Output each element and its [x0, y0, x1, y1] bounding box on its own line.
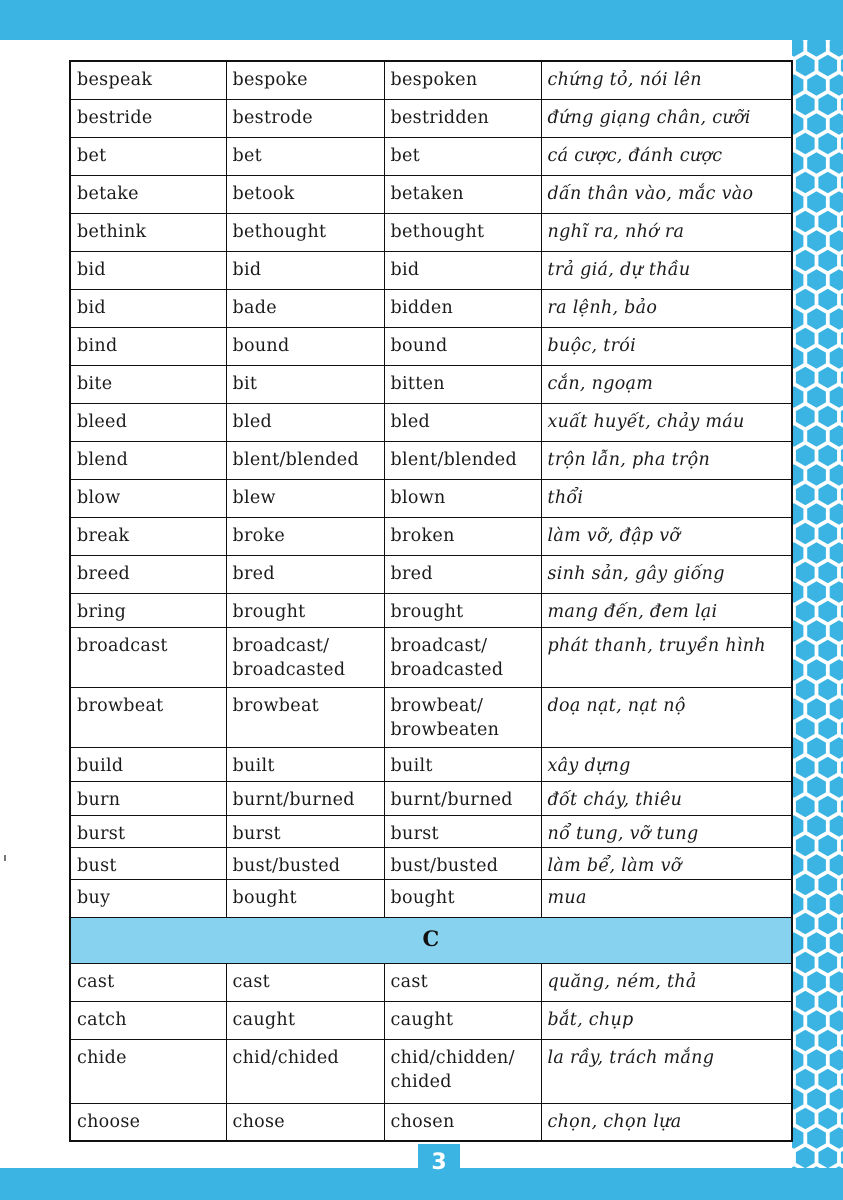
hexagon-shape — [796, 367, 815, 389]
margin-mark — [4, 855, 6, 861]
past-participle-cell: burnt/burned — [384, 781, 541, 815]
meaning-cell: nổ tung, vỡ tung — [541, 815, 792, 847]
past-simple-cell: broadcast/ broadcasted — [226, 627, 384, 687]
base-form-cell: build — [70, 747, 226, 781]
hexagon-shape — [796, 211, 815, 233]
hexagon-shape — [818, 718, 837, 740]
hexagon-shape — [818, 679, 837, 701]
hexagon-shape — [818, 1030, 837, 1052]
hexagon-shape — [796, 718, 815, 740]
past-simple-cell: brought — [226, 593, 384, 627]
verb-row — [70, 781, 792, 815]
hexagon-shape — [818, 952, 837, 974]
meaning-cell: chọn, chọn lựa — [541, 1103, 792, 1141]
meaning-cell: quăng, ném, thả — [541, 963, 792, 1001]
hexagon-shape — [796, 1069, 815, 1091]
hexagon-shape — [830, 269, 843, 291]
hexagon-shape — [796, 1108, 815, 1130]
section-header-row — [70, 917, 792, 963]
hexagon-shape — [792, 152, 803, 174]
meaning-cell: buộc, trói — [541, 327, 792, 365]
past-participle-cell: blent/blended — [384, 441, 541, 479]
hexagon-shape — [792, 893, 803, 915]
hexagon-shape — [792, 113, 803, 135]
hexagon-shape — [818, 406, 837, 428]
hexagon-shape — [807, 152, 826, 174]
past-participle-cell: bethought — [384, 213, 541, 251]
hexagon-shape — [830, 425, 843, 447]
hexagon-shape — [818, 1147, 837, 1168]
past-simple-cell: bled — [226, 403, 384, 441]
hexagon-shape — [796, 289, 815, 311]
past-simple-cell: burst — [226, 815, 384, 847]
hexagon-shape — [818, 55, 837, 77]
hexagon-shape — [792, 347, 803, 369]
hexagon-shape — [796, 250, 815, 272]
hexagon-shape — [818, 874, 837, 896]
hexagon-shape — [792, 1088, 803, 1110]
hexagon-shape — [830, 620, 843, 642]
past-participle-cell: blown — [384, 479, 541, 517]
hexagon-shape — [796, 640, 815, 662]
past-simple-cell: built — [226, 747, 384, 781]
base-form-cell: bet — [70, 137, 226, 175]
base-form-cell: cast — [70, 963, 226, 1001]
hexagon-shape — [818, 835, 837, 857]
hexagon-shape — [818, 133, 837, 155]
hexagon-shape — [792, 581, 803, 603]
verb-row — [70, 555, 792, 593]
hexagon-shape — [830, 1049, 843, 1071]
verb-row — [70, 815, 792, 847]
past-participle-cell: betaken — [384, 175, 541, 213]
hexagon-shape — [807, 776, 826, 798]
base-form-cell: browbeat — [70, 687, 226, 747]
hexagon-shape — [792, 542, 803, 564]
base-form-cell: bring — [70, 593, 226, 627]
hexagon-shape — [830, 191, 843, 213]
hexagon-shape — [807, 269, 826, 291]
meaning-cell: bắt, chụp — [541, 1001, 792, 1039]
hexagon-shape — [830, 464, 843, 486]
hexagon-shape — [830, 542, 843, 564]
hexagon-shape — [830, 932, 843, 954]
meaning-cell: dấn thân vào, mắc vào — [541, 175, 792, 213]
base-form-cell: bethink — [70, 213, 226, 251]
hexagon-shape — [818, 289, 837, 311]
verb-row — [70, 627, 792, 687]
verb-row — [70, 175, 792, 213]
hexagon-shape — [807, 1010, 826, 1032]
hexagon-shape — [807, 659, 826, 681]
past-participle-cell: bound — [384, 327, 541, 365]
hexagon-shape — [796, 523, 815, 545]
verb-row — [70, 963, 792, 1001]
verb-row — [70, 365, 792, 403]
hexagon-shape — [830, 893, 843, 915]
verb-row — [70, 879, 792, 917]
hexagon-shape — [818, 211, 837, 233]
hexagon-shape — [807, 230, 826, 252]
base-form-cell: broadcast — [70, 627, 226, 687]
meaning-cell: đốt cháy, thiêu — [541, 781, 792, 815]
hexagon-shape — [807, 971, 826, 993]
hexagon-shape — [818, 367, 837, 389]
hexagon-shape — [807, 581, 826, 603]
verb-row — [70, 1001, 792, 1039]
hexagon-shape — [830, 347, 843, 369]
meaning-cell: phát thanh, truyền hình — [541, 627, 792, 687]
past-simple-cell: blew — [226, 479, 384, 517]
meaning-cell: trộn lẫn, pha trộn — [541, 441, 792, 479]
past-participle-cell: bled — [384, 403, 541, 441]
hexagon-shape — [796, 133, 815, 155]
meaning-cell: đứng giạng chân, cưỡi — [541, 99, 792, 137]
verb-row — [70, 403, 792, 441]
hexagon-shape — [830, 1010, 843, 1032]
base-form-cell: bestride — [70, 99, 226, 137]
past-participle-cell: bespoken — [384, 61, 541, 99]
hexagon-pattern-icon — [792, 40, 843, 1168]
past-simple-cell: broke — [226, 517, 384, 555]
meaning-cell: sinh sản, gây giống — [541, 555, 792, 593]
past-participle-cell: bitten — [384, 365, 541, 403]
hexagon-shape — [792, 698, 803, 720]
hexagon-shape — [818, 328, 837, 350]
base-form-cell: chide — [70, 1039, 226, 1103]
past-participle-cell: bet — [384, 137, 541, 175]
verb-row — [70, 593, 792, 627]
meaning-cell: cắn, ngoạm — [541, 365, 792, 403]
hexagon-shape — [807, 893, 826, 915]
hexagon-shape — [796, 1030, 815, 1052]
past-simple-cell: bit — [226, 365, 384, 403]
past-simple-cell: burnt/burned — [226, 781, 384, 815]
hexagon-shape — [818, 640, 837, 662]
hexagon-shape — [830, 776, 843, 798]
hexagon-shape — [792, 269, 803, 291]
hexagon-shape — [807, 815, 826, 837]
past-participle-cell: bust/busted — [384, 847, 541, 879]
hexagon-shape — [796, 757, 815, 779]
verb-row — [70, 137, 792, 175]
verb-row — [70, 479, 792, 517]
base-form-cell: blend — [70, 441, 226, 479]
hexagon-shape — [807, 932, 826, 954]
past-simple-cell: chid/chided — [226, 1039, 384, 1103]
hexagon-shape — [830, 1127, 843, 1149]
past-simple-cell: bound — [226, 327, 384, 365]
hexagon-shape — [792, 815, 803, 837]
verb-row — [70, 61, 792, 99]
verb-row — [70, 99, 792, 137]
hexagon-shape — [792, 191, 803, 213]
verb-row — [70, 687, 792, 747]
hexagon-shape — [796, 835, 815, 857]
hexagon-shape — [792, 74, 803, 96]
past-participle-cell: cast — [384, 963, 541, 1001]
hexagon-shape — [796, 913, 815, 935]
hexagon-shape — [830, 737, 843, 759]
hexagon-shape — [830, 581, 843, 603]
past-participle-cell: bid — [384, 251, 541, 289]
past-simple-cell: chose — [226, 1103, 384, 1141]
top-color-band — [0, 0, 843, 40]
hexagon-shape — [807, 191, 826, 213]
verb-row — [70, 1039, 792, 1103]
verb-row — [70, 289, 792, 327]
base-form-cell: break — [70, 517, 226, 555]
past-simple-cell: bought — [226, 879, 384, 917]
meaning-cell: la rầy, trách mắng — [541, 1039, 792, 1103]
meaning-cell: trả giá, dự thầu — [541, 251, 792, 289]
hexagon-shape — [830, 503, 843, 525]
hexagon-shape — [792, 386, 803, 408]
hexagon-shape — [796, 562, 815, 584]
past-participle-cell: burst — [384, 815, 541, 847]
hexagon-shape — [792, 425, 803, 447]
hexagon-shape — [796, 484, 815, 506]
hexagon-shape — [818, 601, 837, 623]
verb-row — [70, 327, 792, 365]
hexagon-shape — [830, 40, 843, 57]
past-simple-cell: bespoke — [226, 61, 384, 99]
hexagon-shape — [807, 40, 826, 57]
hexagon-shape — [796, 172, 815, 194]
hexagon-shape — [807, 386, 826, 408]
past-participle-cell: broadcast/ broadcasted — [384, 627, 541, 687]
hexagon-shape — [796, 679, 815, 701]
hexagon-shape — [807, 737, 826, 759]
hexagon-shape — [792, 230, 803, 252]
past-participle-cell: bestridden — [384, 99, 541, 137]
hexagon-shape — [818, 523, 837, 545]
hexagon-shape — [807, 308, 826, 330]
hexagon-shape — [796, 796, 815, 818]
section-letter: C — [70, 917, 792, 963]
past-simple-cell: caught — [226, 1001, 384, 1039]
verb-row — [70, 251, 792, 289]
hexagon-shape — [796, 952, 815, 974]
hexagon-shape — [830, 308, 843, 330]
hexagon-shape — [830, 230, 843, 252]
hexagon-shape — [807, 464, 826, 486]
base-form-cell: betake — [70, 175, 226, 213]
hexagon-shape — [830, 698, 843, 720]
verb-row — [70, 847, 792, 879]
base-form-cell: catch — [70, 1001, 226, 1039]
hexagon-shape — [818, 484, 837, 506]
hexagon-shape — [807, 425, 826, 447]
meaning-cell: nghĩ ra, nhớ ra — [541, 213, 792, 251]
hexagon-shape — [807, 347, 826, 369]
hexagon-pattern-strip — [792, 40, 843, 1168]
past-simple-cell: bred — [226, 555, 384, 593]
hexagon-shape — [818, 94, 837, 116]
hexagon-shape — [830, 74, 843, 96]
past-simple-cell: bestrode — [226, 99, 384, 137]
base-form-cell: breed — [70, 555, 226, 593]
page-number: 3 — [418, 1144, 460, 1182]
hexagon-shape — [796, 1147, 815, 1168]
hexagon-shape — [818, 991, 837, 1013]
base-form-cell: burst — [70, 815, 226, 847]
hexagon-shape — [830, 152, 843, 174]
hexagon-shape — [830, 854, 843, 876]
hexagon-shape — [830, 659, 843, 681]
hexagon-shape — [830, 113, 843, 135]
past-participle-cell: bidden — [384, 289, 541, 327]
hexagon-shape — [796, 991, 815, 1013]
meaning-cell: cá cược, đánh cược — [541, 137, 792, 175]
past-participle-cell: chosen — [384, 1103, 541, 1141]
hexagon-shape — [818, 757, 837, 779]
hexagon-shape — [796, 55, 815, 77]
past-participle-cell: caught — [384, 1001, 541, 1039]
base-form-cell: choose — [70, 1103, 226, 1141]
hexagon-shape — [792, 503, 803, 525]
hexagon-shape — [818, 1108, 837, 1130]
hexagon-shape — [818, 913, 837, 935]
past-simple-cell: bade — [226, 289, 384, 327]
base-form-cell: burn — [70, 781, 226, 815]
hexagon-shape — [792, 971, 803, 993]
past-simple-cell: bet — [226, 137, 384, 175]
meaning-cell: mang đến, đem lại — [541, 593, 792, 627]
hexagon-shape — [807, 854, 826, 876]
hexagon-shape — [796, 94, 815, 116]
meaning-cell: chứng tỏ, nói lên — [541, 61, 792, 99]
hexagon-shape — [807, 74, 826, 96]
verbs-table-body — [70, 61, 792, 1141]
hexagon-shape — [818, 1069, 837, 1091]
past-simple-cell: bethought — [226, 213, 384, 251]
past-participle-cell: built — [384, 747, 541, 781]
base-form-cell: bust — [70, 847, 226, 879]
hexagon-shape — [830, 1088, 843, 1110]
hexagon-shape — [807, 503, 826, 525]
base-form-cell: bespeak — [70, 61, 226, 99]
verb-row — [70, 213, 792, 251]
verb-row — [70, 517, 792, 555]
meaning-cell: thổi — [541, 479, 792, 517]
hexagon-shape — [792, 854, 803, 876]
past-participle-cell: bought — [384, 879, 541, 917]
hexagon-shape — [796, 874, 815, 896]
past-participle-cell: chid/chidden/ chided — [384, 1039, 541, 1103]
hexagon-shape — [796, 328, 815, 350]
hexagon-shape — [807, 113, 826, 135]
hexagon-shape — [807, 1127, 826, 1149]
hexagon-shape — [796, 445, 815, 467]
past-participle-cell: bred — [384, 555, 541, 593]
hexagon-shape — [830, 971, 843, 993]
hexagon-shape — [792, 308, 803, 330]
meaning-cell: doạ nạt, nạt nộ — [541, 687, 792, 747]
hexagon-shape — [792, 464, 803, 486]
meaning-cell: làm bể, làm vỡ — [541, 847, 792, 879]
hexagon-shape — [818, 172, 837, 194]
hexagon-shape — [796, 601, 815, 623]
base-form-cell: bind — [70, 327, 226, 365]
meaning-cell: làm vỡ, đập vỡ — [541, 517, 792, 555]
hexagon-shape — [792, 1049, 803, 1071]
hexagon-shape — [830, 386, 843, 408]
past-participle-cell: broken — [384, 517, 541, 555]
meaning-cell: xây dựng — [541, 747, 792, 781]
verb-row — [70, 441, 792, 479]
verb-row — [70, 1103, 792, 1141]
hexagon-shape — [792, 620, 803, 642]
meaning-cell: xuất huyết, chảy máu — [541, 403, 792, 441]
base-form-cell: buy — [70, 879, 226, 917]
base-form-cell: bid — [70, 289, 226, 327]
hexagon-shape — [792, 737, 803, 759]
past-simple-cell: bid — [226, 251, 384, 289]
hexagon-shape — [807, 698, 826, 720]
hexagon-shape — [807, 620, 826, 642]
hexagon-shape — [807, 1088, 826, 1110]
hexagon-shape — [792, 659, 803, 681]
hexagon-shape — [807, 542, 826, 564]
hexagon-shape — [830, 815, 843, 837]
hexagon-shape — [792, 776, 803, 798]
past-simple-cell: bust/busted — [226, 847, 384, 879]
meaning-cell: ra lệnh, bảo — [541, 289, 792, 327]
base-form-cell: bite — [70, 365, 226, 403]
past-simple-cell: browbeat — [226, 687, 384, 747]
irregular-verbs-table — [69, 60, 793, 1142]
past-simple-cell: cast — [226, 963, 384, 1001]
hexagon-shape — [796, 406, 815, 428]
base-form-cell: blow — [70, 479, 226, 517]
past-simple-cell: blent/blended — [226, 441, 384, 479]
hexagon-shape — [818, 445, 837, 467]
verb-row — [70, 747, 792, 781]
hexagon-shape — [818, 796, 837, 818]
base-form-cell: bleed — [70, 403, 226, 441]
hexagon-shape — [792, 932, 803, 954]
hexagon-shape — [807, 1049, 826, 1071]
past-participle-cell: brought — [384, 593, 541, 627]
hexagon-shape — [792, 1127, 803, 1149]
past-participle-cell: browbeat/ browbeaten — [384, 687, 541, 747]
hexagon-shape — [818, 250, 837, 272]
base-form-cell: bid — [70, 251, 226, 289]
hexagon-shape — [792, 1010, 803, 1032]
hexagon-shape — [792, 40, 803, 57]
meaning-cell: mua — [541, 879, 792, 917]
hexagon-shape — [818, 562, 837, 584]
past-simple-cell: betook — [226, 175, 384, 213]
